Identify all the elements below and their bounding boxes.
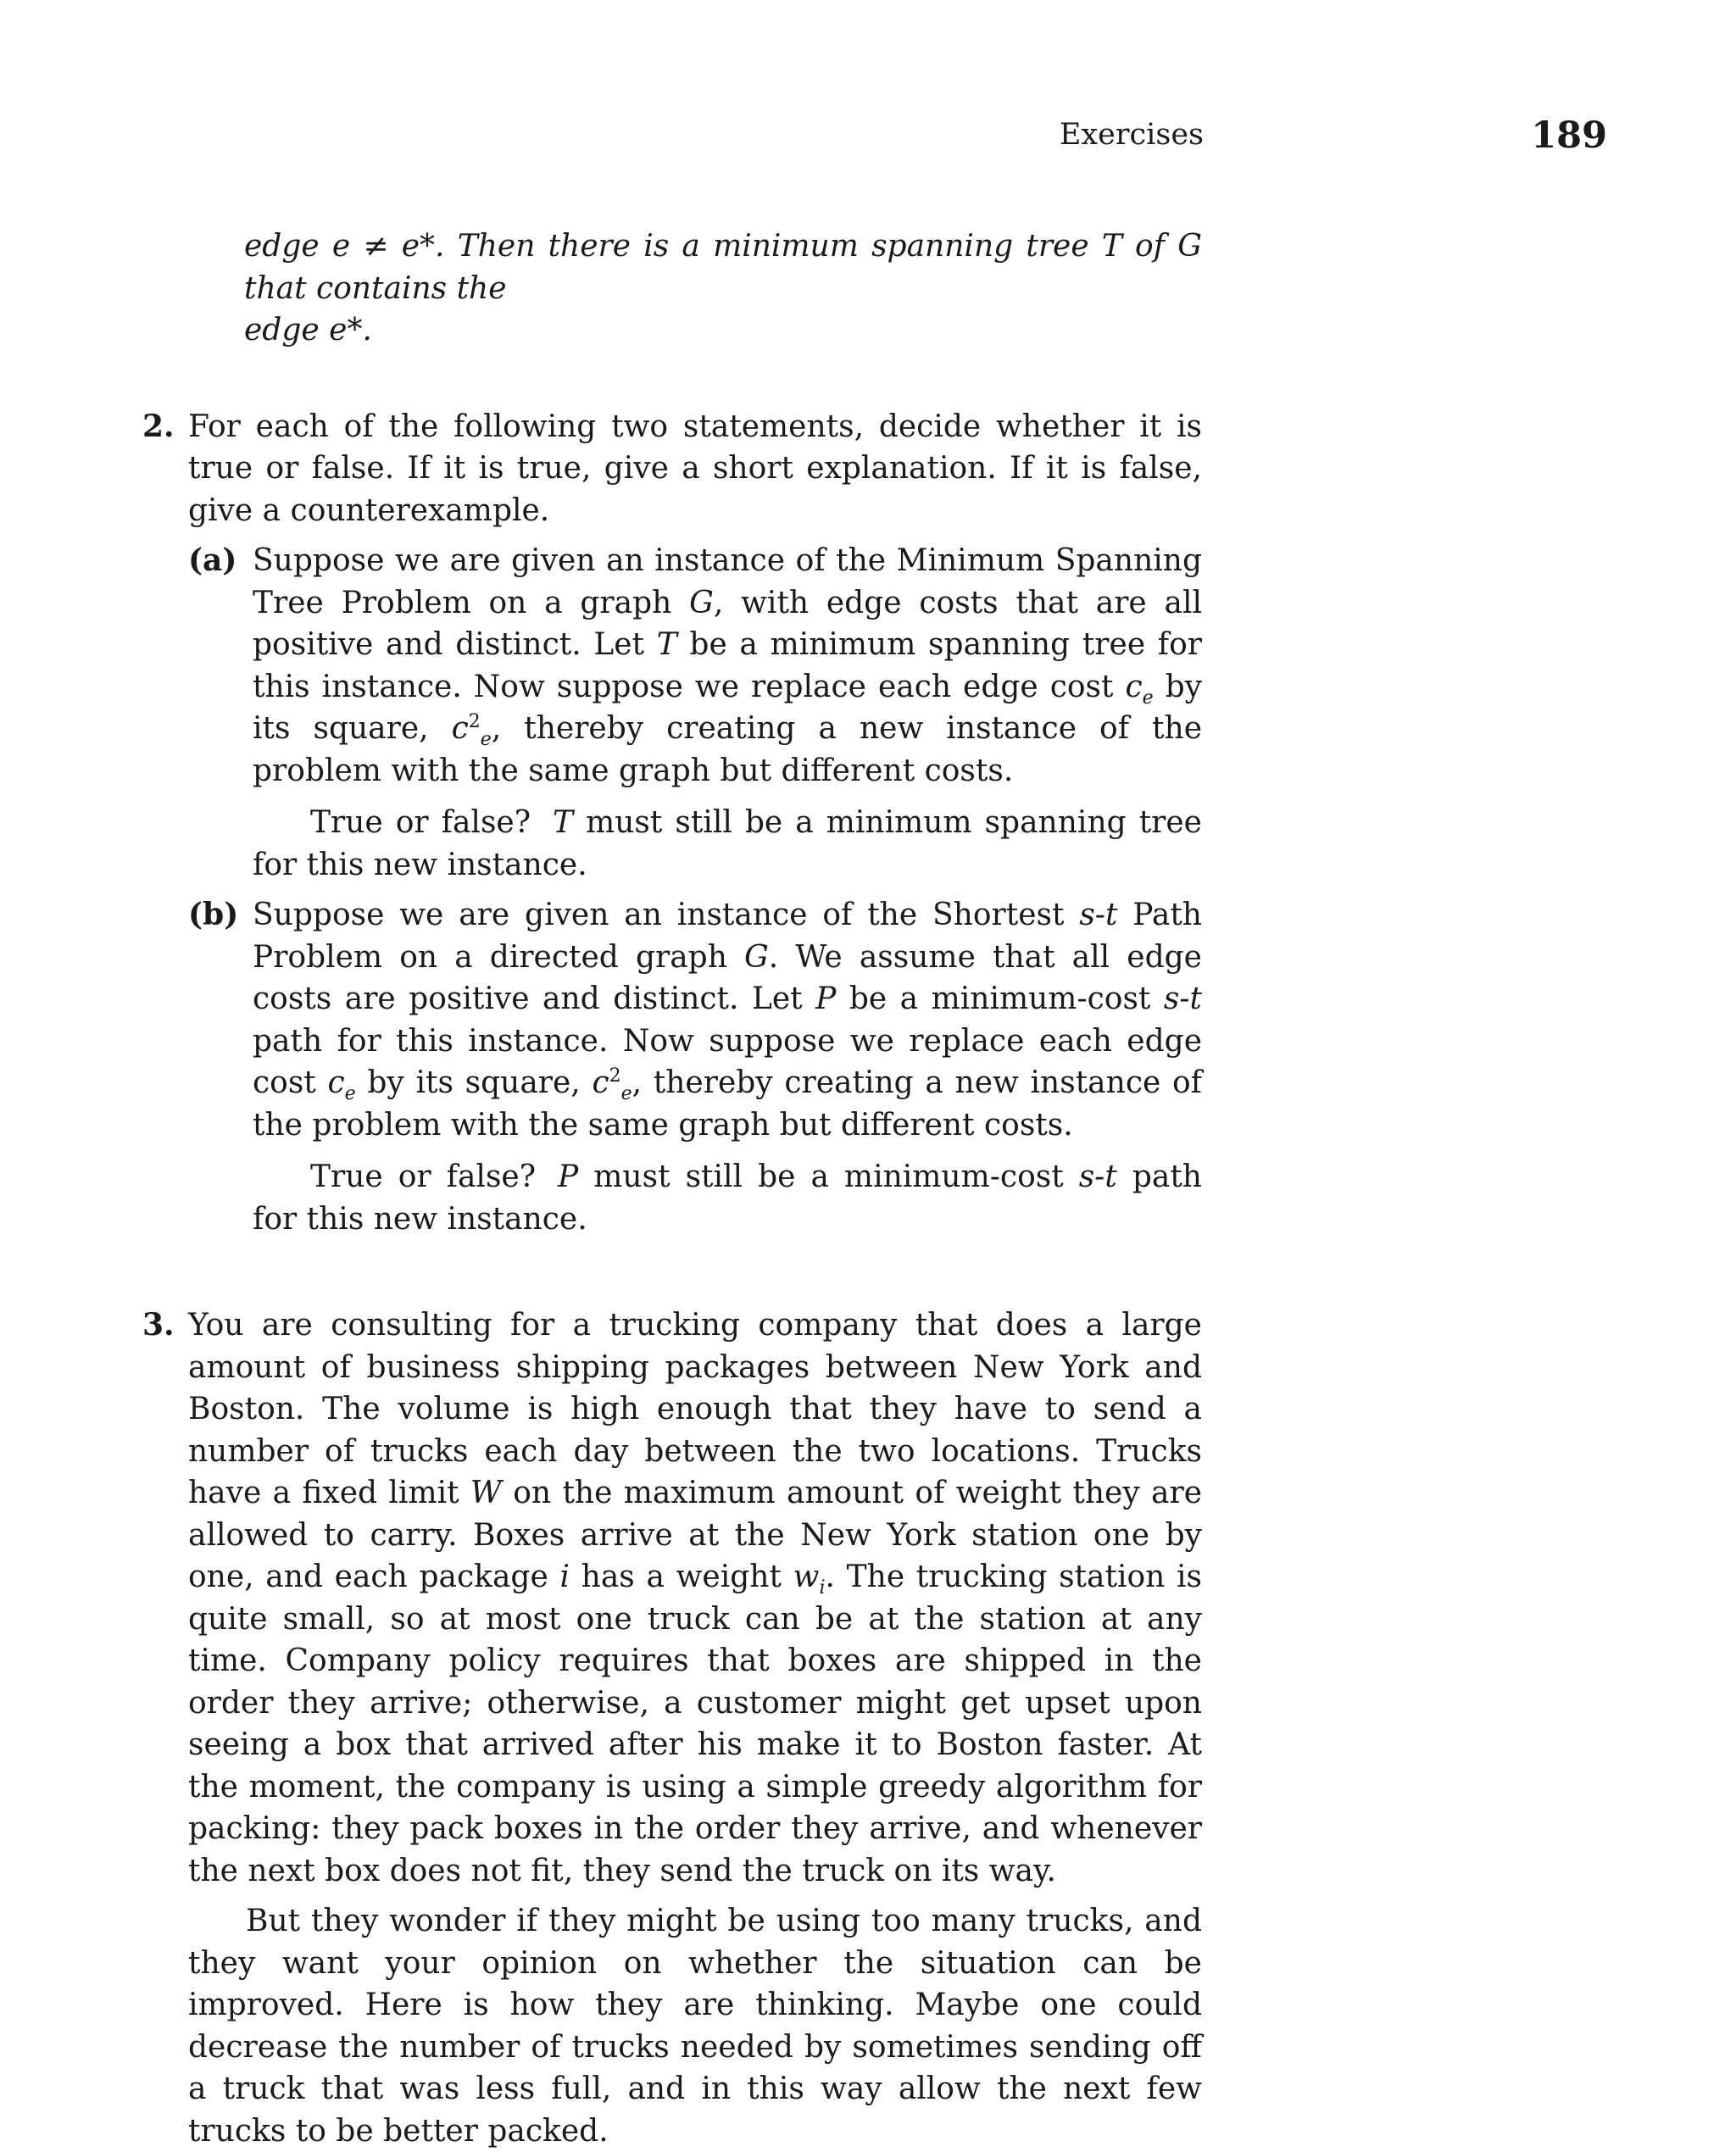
exercise-3: [142, 1304, 1202, 2152]
page-body: [142, 225, 1202, 2152]
page-header: [0, 114, 1736, 165]
exercise-2a-text: Suppose we are given an instance of the Minimum Spanning Tree Problem on a graph G, with edge costs that are all positive and distinct. Let T be a minimum spanning tree for this instance. Now suppose we replace each edge cost $c_e$ by its square, $c^2_e$, thereby creating a new instance of the problem with the same graph but different costs.: [253, 543, 1203, 788]
exercise-2b-true-false: True or false? P must still be a minimum-cost s-t path for this new instance.: [253, 1159, 1202, 1237]
exercise-2a-true-false: True or false? T must still be a minimum spanning tree for this new instance.: [253, 805, 1202, 882]
exercise-2b: [188, 894, 1202, 1240]
part-label: (a): [188, 542, 237, 578]
exercise-number: 3.: [142, 1307, 175, 1343]
continued-statement: [142, 225, 1202, 352]
page-number: 189: [1531, 114, 1607, 157]
exercise-2-intro: For each of the following two statements, decide whether it is true or false. If it is true, give a short explanation. If it is false, give a counterexample.: [188, 409, 1202, 528]
exercise-2a: [188, 540, 1202, 886]
exercise-3-paragraph-2: But they wonder if they might be using too many trucks, and they want your opinion on whether the situation can be improved. Here is how they are thinking. Maybe one could decrease the number of trucks needed by sometimes sending off a truck that was less full, and in this way allow the next few trucks to be better packed.: [188, 1904, 1202, 2149]
continued-line-1: edge e ≠ e*. Then there is a minimum spanning tree T of G that contains the: [244, 229, 1202, 306]
continued-line-2: edge e*.: [244, 313, 372, 348]
running-head: Exercises: [1059, 118, 1204, 152]
exercise-number: 2.: [142, 408, 175, 444]
part-label: (b): [188, 897, 239, 932]
exercise-2b-text: Suppose we are given an instance of the Shortest s-t Path Problem on a directed graph G. We assume that all edge costs are positive and distinct. Let P be a minimum-cost s-t path for this instance. Now suppose we replace each edge cost $c_e$ by its square, $c^2_e$, thereby creating a new instance of the problem with the same graph but different costs.: [253, 898, 1202, 1143]
exercise-2: [142, 406, 1202, 1241]
exercise-3-paragraph-1: You are consulting for a trucking company that does a large amount of business shipping packages between New York and Boston. The volume is high enough that they have to send a number of trucks each day between the two locations. Trucks have a fixed limit W on the maximum amount of weight they are allowed to carry. Boxes arrive at the New York station one by one, and each package i has a weight $w_i$. The trucking station is quite small, so at most one truck can be at the station at any time. Company policy requires that boxes are shipped in the order they arrive; otherwise, a customer might get upset upon seeing a box that arrived after his make it to Boston faster. At the moment, the company is using a simple greedy algorithm for packing: they pack boxes in the order they arrive, and whenever the next box does not fit, they send the truck on its way.: [188, 1308, 1202, 1888]
